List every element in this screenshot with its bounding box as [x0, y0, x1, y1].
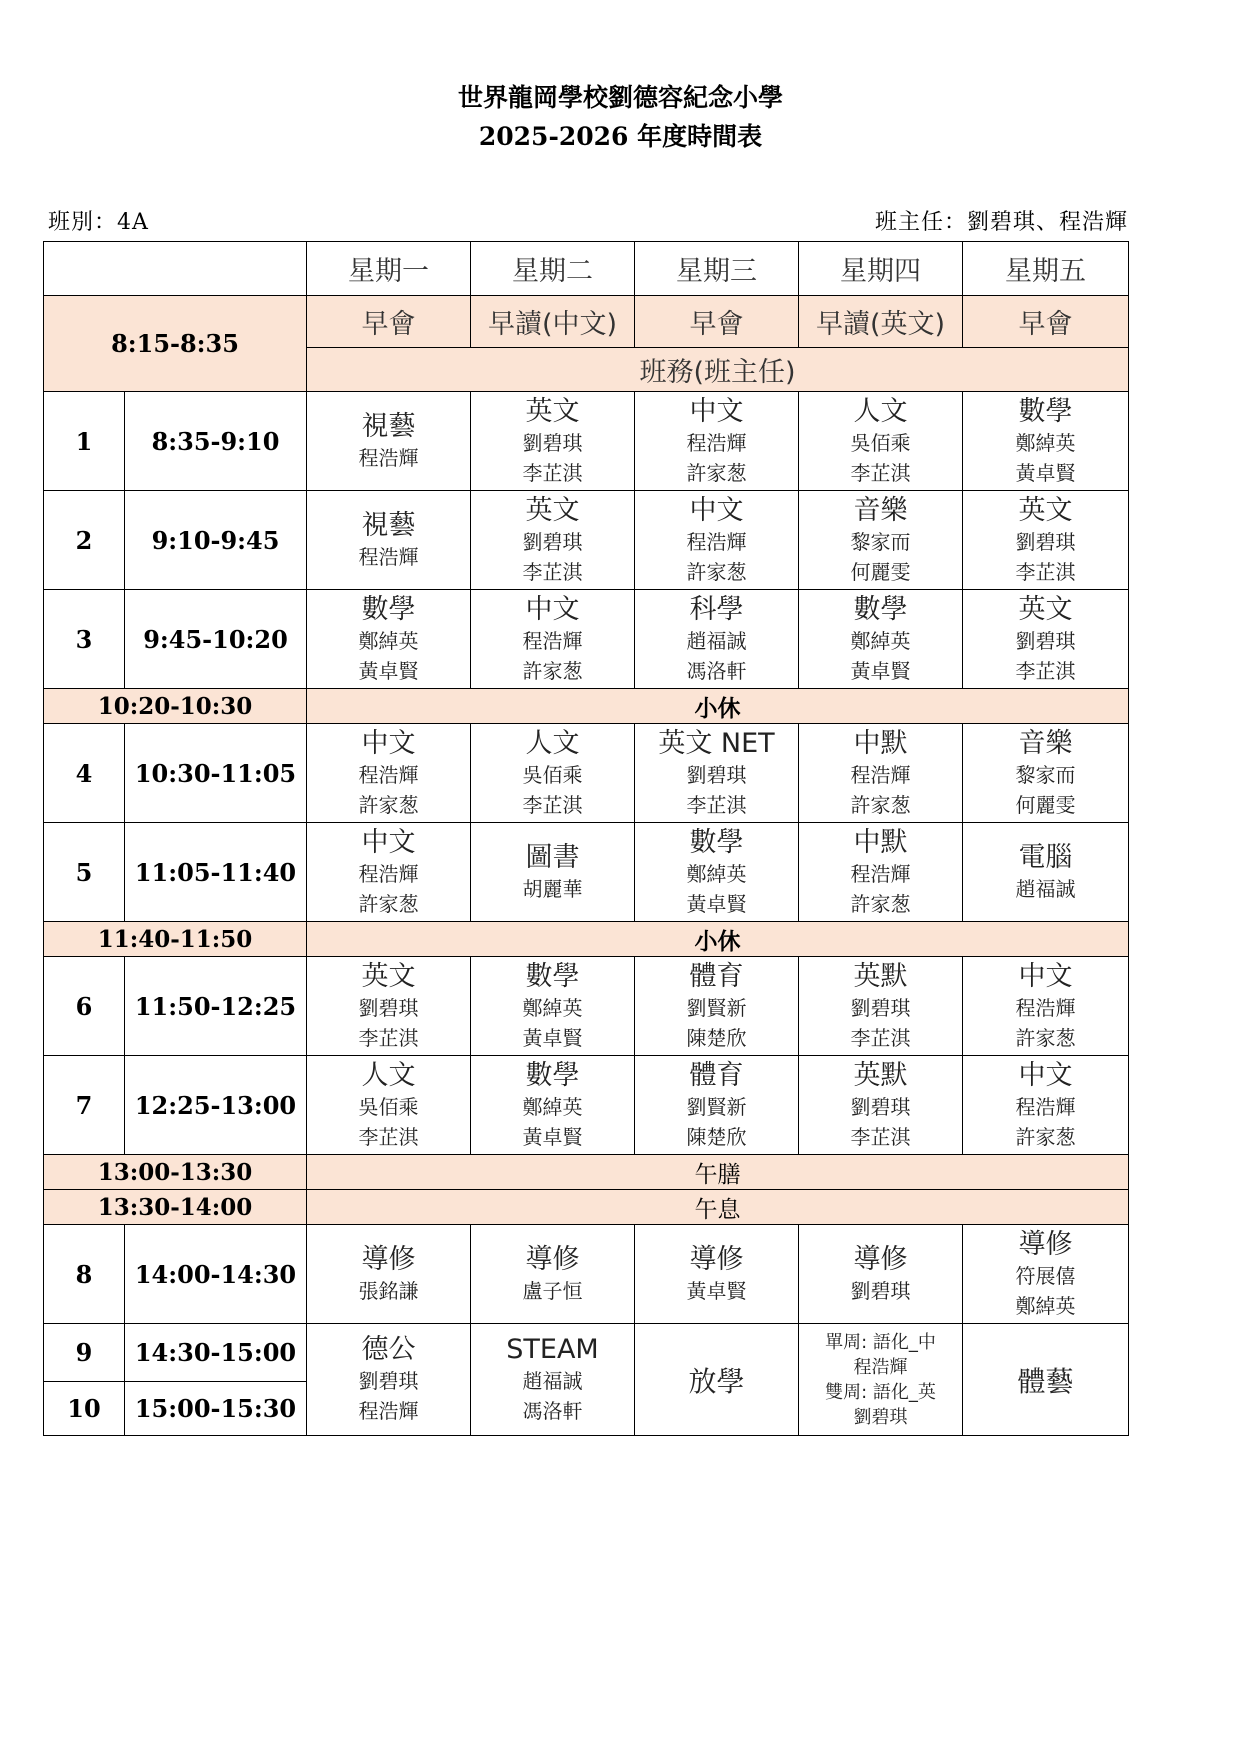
teacher-name: 鄭綽英: [522, 995, 583, 1020]
teacher-name: 程浩輝: [358, 544, 419, 569]
subject: 英文 NET: [658, 727, 775, 759]
lesson-cell: [635, 724, 799, 823]
teacher-name: 程浩輝: [1015, 1094, 1076, 1119]
lesson-cell: [799, 491, 963, 590]
period-number: 10: [44, 1382, 125, 1436]
teacher-name: 吳佰乘: [850, 430, 911, 455]
teacher-name: 符展僖: [1015, 1263, 1076, 1288]
teacher-name: 程浩輝: [850, 861, 911, 886]
teacher-name: 李芷淇: [850, 460, 911, 485]
lesson-cell: [635, 823, 799, 922]
lesson-cell: [963, 491, 1129, 590]
teacher-name: 程浩輝: [1015, 995, 1076, 1020]
lesson-cell: [471, 724, 635, 823]
lesson-cell: [799, 1324, 963, 1436]
morning-activity: 早讀(中文): [471, 296, 635, 348]
teacher-name: 許家葱: [358, 891, 419, 916]
subject: 數學: [689, 826, 744, 858]
teacher-name: 何麗雯: [1015, 792, 1076, 817]
lesson-cell: [799, 1056, 963, 1155]
teacher-name: 吳佰乘: [522, 762, 583, 787]
teacher-name: 程浩輝: [850, 762, 911, 787]
break-time: 13:00-13:30: [44, 1155, 307, 1190]
class-teacher-label: 班主任：劉碧琪、程浩輝: [874, 210, 1128, 235]
subject: 人文: [361, 1059, 416, 1091]
teacher-name: 鄭綽英: [358, 628, 419, 653]
subject: 中文: [361, 826, 416, 858]
teacher-name: 許家葱: [358, 792, 419, 817]
lesson-cell: [799, 823, 963, 922]
timetable-year-title: 2025-2026 年度時間表: [478, 122, 763, 151]
subject: 數學: [525, 1059, 580, 1091]
subject: 英文: [525, 395, 580, 427]
subject: 圖書: [525, 841, 580, 873]
lesson-cell: [307, 957, 471, 1056]
alternating-lesson-line: 單周: 語化_中: [825, 1331, 936, 1353]
lesson-cell: [471, 1324, 635, 1436]
period-number: 3: [44, 590, 125, 689]
period-number: 5: [44, 823, 125, 922]
period-row: [44, 392, 1129, 491]
subject: 科學: [689, 593, 744, 625]
teacher-name: 黎家而: [850, 529, 911, 554]
subject: 音樂: [853, 494, 908, 526]
lesson-cell: [799, 957, 963, 1056]
teacher-name: 陳楚欣: [686, 1025, 747, 1050]
lesson-cell: [963, 957, 1129, 1056]
subject: 導修: [525, 1243, 580, 1275]
teacher-name: 李芷淇: [850, 1124, 911, 1149]
teacher-name: 鄭綽英: [1015, 430, 1076, 455]
day-header: 星期三: [635, 242, 799, 296]
lesson-cell: [471, 392, 635, 491]
subject: 人文: [525, 727, 580, 759]
teacher-name: 許家葱: [1015, 1124, 1076, 1149]
period-number: 1: [44, 392, 125, 491]
lesson-cell: [635, 491, 799, 590]
teacher-name: 許家葱: [850, 891, 911, 916]
teacher-name: 程浩輝: [358, 1399, 419, 1423]
teacher-name: 李芷淇: [686, 792, 747, 817]
subject: 體育: [689, 1059, 744, 1091]
subject: 人文: [853, 395, 908, 427]
day-header: 星期二: [471, 242, 635, 296]
lesson-cell: [799, 590, 963, 689]
period-time: 14:30-15:00: [125, 1324, 307, 1382]
class-affairs: 班務(班主任): [307, 348, 1129, 392]
teacher-name: 許家葱: [1015, 1025, 1076, 1050]
lesson-cell: [471, 491, 635, 590]
subject: 視藝: [361, 410, 416, 442]
lesson-cell: [307, 724, 471, 823]
teacher-name: 何麗雯: [850, 559, 911, 584]
period-row: [44, 724, 1129, 823]
subject: 英文: [1018, 593, 1073, 625]
lesson-cell: [635, 1225, 799, 1324]
school-name: 世界龍岡學校劉德容紀念小學: [457, 83, 783, 112]
period-row: [44, 823, 1129, 922]
subject: 中文: [689, 395, 744, 427]
break-row: [44, 922, 1129, 957]
header-row: [44, 242, 1129, 296]
period-row: [44, 1324, 1129, 1382]
subject: 導修: [689, 1243, 744, 1275]
period-row: [44, 1225, 1129, 1324]
teacher-name: 趙福誠: [686, 628, 747, 653]
teacher-name: 許家葱: [522, 658, 583, 683]
teacher-name: 劉碧琪: [850, 1278, 911, 1303]
teacher-name: 程浩輝: [686, 430, 747, 455]
subject: STEAM: [506, 1334, 599, 1365]
period-time: 8:35-9:10: [125, 392, 307, 491]
teacher-name: 程浩輝: [358, 861, 419, 886]
day-header: 星期一: [307, 242, 471, 296]
lesson-cell: [471, 1225, 635, 1324]
subject: 導修: [853, 1243, 908, 1275]
lesson-cell: [307, 491, 471, 590]
teacher-name: 劉碧琪: [358, 995, 419, 1020]
break-row: [44, 689, 1129, 724]
break-label: 午膳: [307, 1155, 1129, 1190]
lesson-cell: [307, 823, 471, 922]
period-number: 2: [44, 491, 125, 590]
lesson-cell: [799, 724, 963, 823]
lesson-cell: [635, 590, 799, 689]
lesson-cell: [307, 392, 471, 491]
subject: 中默: [853, 826, 908, 858]
lesson-cell: [963, 1056, 1129, 1155]
subject: 中文: [1018, 1059, 1073, 1091]
subject: 數學: [1018, 395, 1073, 427]
subject: 數學: [525, 960, 580, 992]
lesson-cell: [963, 590, 1129, 689]
teacher-name: 程浩輝: [522, 628, 583, 653]
teacher-name: 李芷淇: [358, 1025, 419, 1050]
lesson-cell: [307, 590, 471, 689]
teacher-name: 黃卓賢: [522, 1025, 583, 1050]
break-time: 10:20-10:30: [44, 689, 307, 724]
period-time: 11:50-12:25: [125, 957, 307, 1056]
lesson-cell: [799, 392, 963, 491]
subject: 音樂: [1018, 727, 1073, 759]
subject: 英文: [1018, 494, 1073, 526]
lesson-cell: [963, 724, 1129, 823]
lesson-cell: [471, 1056, 635, 1155]
teacher-name: 劉碧琪: [1015, 628, 1076, 653]
morning-activity: 早讀(英文): [799, 296, 963, 348]
subject: 數學: [361, 593, 416, 625]
teacher-name: 劉碧琪: [850, 1094, 911, 1119]
teacher-name: 李芷淇: [850, 1025, 911, 1050]
teacher-name: 劉碧琪: [850, 995, 911, 1020]
teacher-name: 劉碧琪: [522, 529, 583, 554]
class-label: 班別：4A: [48, 210, 149, 235]
lesson-cell: [963, 1225, 1129, 1324]
break-label: 午息: [307, 1190, 1129, 1225]
teacher-name: 鄭綽英: [850, 628, 911, 653]
teacher-name: 許家葱: [686, 460, 747, 485]
day-header: 星期四: [799, 242, 963, 296]
teacher-name: 黃卓賢: [850, 658, 911, 683]
break-time: 13:30-14:00: [44, 1190, 307, 1225]
teacher-name: 陳楚欣: [686, 1124, 747, 1149]
period-number: 6: [44, 957, 125, 1056]
lesson-cell: [471, 957, 635, 1056]
subject: 導修: [1018, 1228, 1073, 1260]
teacher-name: 劉碧琪: [1015, 529, 1076, 554]
lesson-cell: [307, 1056, 471, 1155]
period-row: [44, 957, 1129, 1056]
morning-activity: 早會: [963, 296, 1129, 348]
teacher-name: 胡麗華: [522, 876, 583, 901]
period-time: 9:45-10:20: [125, 590, 307, 689]
teacher-name: 鄭綽英: [686, 861, 747, 886]
morning-activity: 早會: [635, 296, 799, 348]
subject: 中文: [1018, 960, 1073, 992]
teacher-name: 程浩輝: [686, 529, 747, 554]
subject: 英文: [361, 960, 416, 992]
subject: 中文: [525, 593, 580, 625]
subject: 導修: [361, 1243, 416, 1275]
teacher-name: 趙福誠: [1015, 876, 1076, 901]
teacher-name: 李芷淇: [522, 460, 583, 485]
break-label: 小休: [307, 922, 1129, 957]
lesson-cell: [635, 1056, 799, 1155]
subject: 中默: [853, 727, 908, 759]
lesson-cell: [963, 1324, 1129, 1436]
lesson-cell: [963, 392, 1129, 491]
teacher-name: 許家葱: [850, 792, 911, 817]
lesson-cell: [307, 1324, 471, 1436]
subject: 體藝: [1017, 1364, 1074, 1398]
teacher-name: 李芷淇: [358, 1124, 419, 1149]
alternating-lesson-line: 程浩輝: [853, 1356, 908, 1378]
alternating-lesson-line: 劉碧琪: [853, 1406, 908, 1428]
teacher-name: 黃卓賢: [686, 1278, 747, 1303]
teacher-name: 劉碧琪: [358, 1369, 419, 1393]
break-row: [44, 1190, 1129, 1225]
lesson-cell: [307, 1225, 471, 1324]
period-row: [44, 590, 1129, 689]
teacher-name: 鄭綽英: [1015, 1293, 1076, 1318]
teacher-name: 李芷淇: [1015, 658, 1076, 683]
teacher-name: 黎家而: [1015, 762, 1076, 787]
day-header: 星期五: [963, 242, 1129, 296]
period-time: 12:25-13:00: [125, 1056, 307, 1155]
corner-cell: [44, 242, 307, 296]
teacher-name: 許家葱: [686, 559, 747, 584]
teacher-name: 吳佰乘: [358, 1094, 419, 1119]
teacher-name: 黃卓賢: [358, 658, 419, 683]
subject: 德公: [361, 1334, 416, 1365]
subject: 視藝: [361, 509, 416, 541]
period-row: [44, 1056, 1129, 1155]
break-row: [44, 1155, 1129, 1190]
teacher-name: 劉賢新: [686, 1094, 747, 1119]
period-number: 4: [44, 724, 125, 823]
teacher-name: 李芷淇: [522, 559, 583, 584]
subject: 體育: [689, 960, 744, 992]
period-number: 9: [44, 1324, 125, 1382]
alternating-lesson-line: 雙周: 語化_英: [825, 1381, 936, 1403]
lesson-cell: [471, 590, 635, 689]
teacher-name: 劉碧琪: [522, 430, 583, 455]
teacher-name: 張銘謙: [358, 1278, 419, 1303]
morning-time: 8:15-8:35: [44, 296, 307, 392]
teacher-name: 趙福誠: [522, 1369, 583, 1393]
teacher-name: 劉碧琪: [686, 762, 747, 787]
teacher-name: 馮洛軒: [522, 1399, 583, 1423]
lesson-cell: [799, 1225, 963, 1324]
subject: 中文: [361, 727, 416, 759]
period-time: 15:00-15:30: [125, 1382, 307, 1436]
period-number: 7: [44, 1056, 125, 1155]
period-time: 14:00-14:30: [125, 1225, 307, 1324]
teacher-name: 李芷淇: [522, 792, 583, 817]
period-row: [44, 491, 1129, 590]
period-time: 9:10-9:45: [125, 491, 307, 590]
teacher-name: 程浩輝: [358, 762, 419, 787]
subject: 英默: [853, 960, 908, 992]
break-time: 11:40-11:50: [44, 922, 307, 957]
teacher-name: 黃卓賢: [686, 891, 747, 916]
timetable: [43, 241, 1129, 1436]
morning-row: [44, 296, 1129, 348]
teacher-name: 鄭綽英: [522, 1094, 583, 1119]
subject: 電腦: [1018, 841, 1073, 873]
teacher-name: 程浩輝: [358, 445, 419, 470]
teacher-name: 黃卓賢: [522, 1124, 583, 1149]
subject: 數學: [853, 593, 908, 625]
lesson-cell: [471, 823, 635, 922]
subject: 英默: [853, 1059, 908, 1091]
break-label: 小休: [307, 689, 1129, 724]
subject: 放學: [688, 1364, 745, 1398]
period-time: 10:30-11:05: [125, 724, 307, 823]
subject: 英文: [525, 494, 580, 526]
lesson-cell: [963, 823, 1129, 922]
teacher-name: 劉賢新: [686, 995, 747, 1020]
lesson-cell: [635, 392, 799, 491]
lesson-cell: [635, 957, 799, 1056]
teacher-name: 黃卓賢: [1015, 460, 1076, 485]
teacher-name: 馮洛軒: [686, 658, 747, 683]
morning-activity: 早會: [307, 296, 471, 348]
period-time: 11:05-11:40: [125, 823, 307, 922]
period-number: 8: [44, 1225, 125, 1324]
teacher-name: 盧子恒: [522, 1278, 583, 1303]
lesson-cell: [635, 1324, 799, 1436]
teacher-name: 李芷淇: [1015, 559, 1076, 584]
subject: 中文: [689, 494, 744, 526]
